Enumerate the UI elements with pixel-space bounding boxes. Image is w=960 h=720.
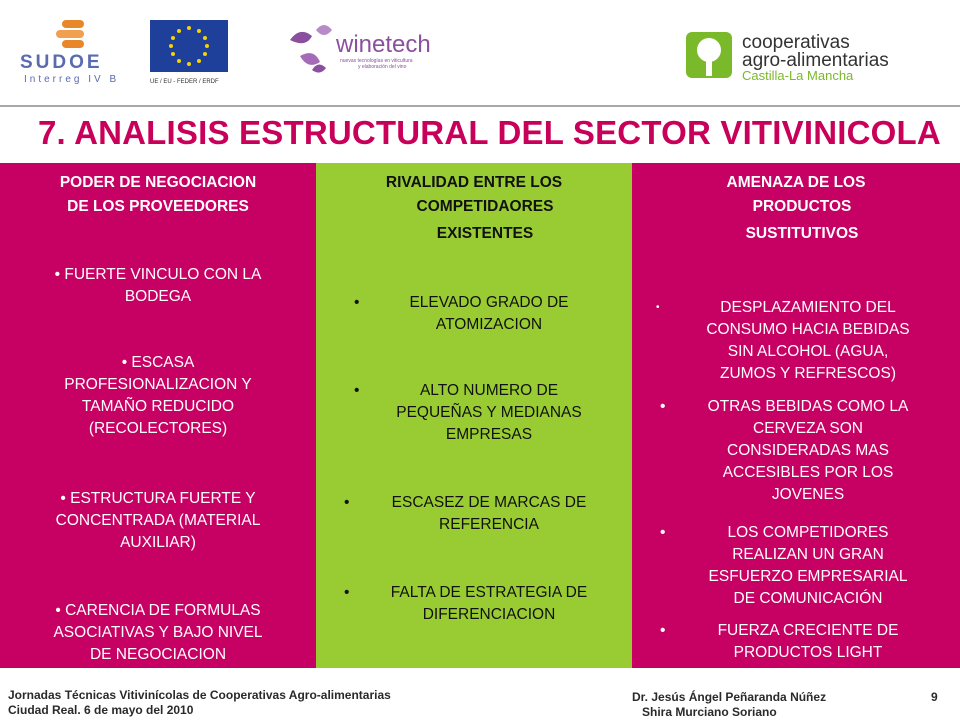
winetech-name: winetech bbox=[336, 31, 431, 58]
sudoe-sub: Interreg IV B bbox=[24, 74, 120, 85]
sudoe-logo bbox=[20, 20, 119, 85]
logos-svg bbox=[0, 0, 960, 104]
eu-caption: UE / EU - FEDER / ERDF bbox=[150, 79, 219, 85]
list-item: • LOS COMPETIDORES REALIZAN UN GRAN ESFUERZO EMPRESARIAL DE COMUNICACIÓN bbox=[660, 524, 908, 607]
heading-line: PODER DE NEGOCIACION bbox=[59, 174, 257, 191]
list-item: • ELEVADO GRADO DE ATOMIZACION bbox=[354, 294, 569, 333]
column-substitute-threat bbox=[632, 163, 960, 668]
list-item: • DESPLAZAMIENTO DEL CONSUMO HACIA BEBIDAS SIN ALCOHOL (AGUA, ZUMOS Y REFRESCOS) bbox=[656, 299, 910, 382]
winetech-tagline-2: y elaboración del vino bbox=[358, 64, 407, 70]
footer-author-line: Shira Murciano Soriano bbox=[642, 705, 777, 719]
heading-line: PRODUCTOS bbox=[752, 198, 852, 215]
column-heading bbox=[0, 171, 316, 219]
column-competitive-rivalry bbox=[316, 163, 632, 668]
coop-line2: agro-alimentarias bbox=[742, 50, 889, 71]
footer-event-line: Jornadas Técnicas Vitivinícolas de Cooperativas Agro-alimentarias bbox=[8, 688, 391, 702]
coop-line3: Castilla-La Mancha bbox=[742, 68, 854, 83]
winetech-logo bbox=[290, 25, 431, 73]
footer-event bbox=[8, 688, 391, 718]
coop-line1: cooperativas bbox=[742, 32, 850, 53]
heading-line: AMENAZA DE LOS bbox=[726, 174, 866, 191]
footer-authors bbox=[632, 690, 862, 720]
column-heading bbox=[316, 171, 632, 249]
footer-author-line: Dr. Jesús Ángel Peñaranda Núñez bbox=[632, 690, 827, 704]
list-item: • ESCASA PROFESIONALIZACION Y TAMAÑO REDUCIDO (RECOLECTORES) bbox=[64, 354, 252, 437]
list-item: • FALTA DE ESTRATEGIA DE DIFERENCIACION bbox=[344, 584, 588, 623]
sudoe-name: SUDOE bbox=[20, 52, 103, 73]
column-heading bbox=[632, 171, 960, 249]
list-item: • ESCASEZ DE MARCAS DE REFERENCIA bbox=[344, 494, 587, 533]
column-suppliers-power bbox=[0, 163, 316, 668]
heading-line: COMPETIDAORES bbox=[416, 198, 554, 215]
header-divider bbox=[0, 105, 960, 107]
list-item: • ALTO NUMERO DE PEQUEÑAS Y MEDIANAS EMPRESAS bbox=[354, 382, 582, 443]
analysis-columns bbox=[0, 163, 960, 668]
list-item: • OTRAS BEBIDAS COMO LA CERVEZA SON CONSIDERADAS MAS ACCESIBLES POR LOS JOVENES bbox=[660, 398, 909, 503]
list-item: • CARENCIA DE FORMULAS ASOCIATIVAS Y BAJO NIVEL DE NEGOCIACION bbox=[53, 602, 263, 663]
winetech-tagline-1: nuevas tecnologías en viticultura bbox=[340, 58, 413, 64]
heading-line: RIVALIDAD ENTRE LOS bbox=[385, 174, 563, 191]
list-item: • ESTRUCTURA FUERTE Y CONCENTRADA (MATERIAL AUXILIAR) bbox=[55, 490, 261, 551]
slide-title: 7. ANALISIS ESTRUCTURAL DEL SECTOR VITIVINICOLA bbox=[38, 114, 941, 151]
heading-line: DE LOS PROVEEDORES bbox=[67, 198, 249, 215]
logo-bar bbox=[0, 0, 960, 104]
heading-line: SUSTITUTIVOS bbox=[745, 225, 859, 242]
list-item: • FUERZA CRECIENTE DE PRODUCTOS LIGHT bbox=[660, 622, 899, 661]
heading-line: EXISTENTES bbox=[436, 225, 534, 242]
page-number: 9 bbox=[931, 690, 938, 704]
list-item: • FUERTE VINCULO CON LA BODEGA bbox=[54, 266, 262, 305]
cooperativas-logo bbox=[686, 32, 889, 83]
eu-flag-logo bbox=[150, 20, 228, 85]
footer-date-line: Ciudad Real. 6 de mayo del 2010 bbox=[8, 703, 194, 717]
